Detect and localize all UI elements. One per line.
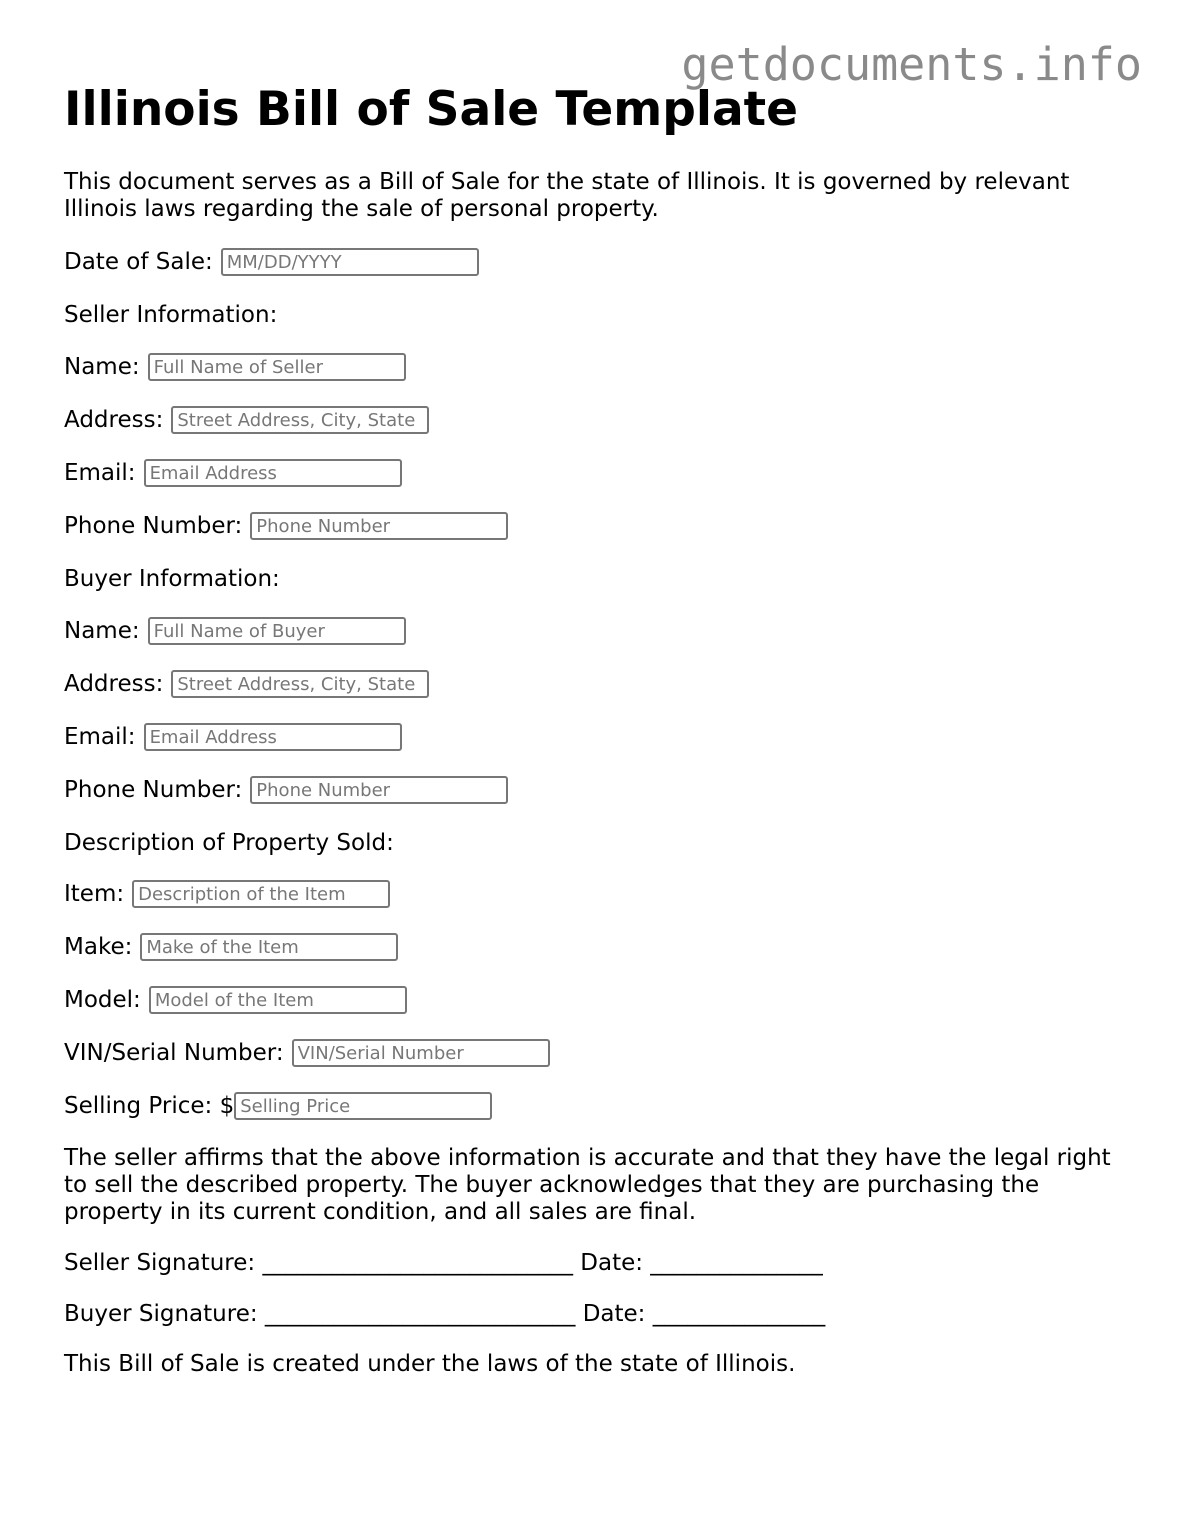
price-row [64,1091,1124,1121]
seller-email-label: Email: [64,460,136,486]
buyer-email-row [64,722,1124,752]
buyer-email-label: Email: [64,724,136,750]
item-row [64,879,1124,909]
affirmation-text: The seller affirms that the above information is accurate and that they have the legal right to sell the described property. The buyer acknowledges that they are purchasing the property in its current condition, and all sales are final. [64,1145,1111,1225]
seller-name-row [64,352,1124,382]
buyer-phone-input[interactable] [250,776,508,804]
model-label: Model: [64,987,141,1013]
seller-phone-label: Phone Number: [64,513,243,539]
item-label: Item: [64,881,125,907]
buyer-phone-label: Phone Number: [64,777,243,803]
buyer-name-row [64,616,1124,646]
make-label: Make: [64,934,133,960]
document-body [64,80,1124,1379]
buyer-name-input[interactable] [148,617,406,645]
seller-email-row [64,458,1124,488]
seller-address-input[interactable] [171,406,429,434]
vin-label: VIN/Serial Number: [64,1040,284,1066]
vin-input[interactable] [292,1039,550,1067]
date-of-sale-label: Date of Sale: [64,249,213,275]
buyer-signature-line: Buyer Signature: ___________________________ Date: _______________ [64,1301,826,1327]
seller-address-label: Address: [64,407,164,433]
buyer-address-input[interactable] [171,670,429,698]
model-row [64,985,1124,1015]
buyer-address-label: Address: [64,671,164,697]
make-row [64,932,1124,962]
seller-signature-line: Seller Signature: ___________________________ Date: _______________ [64,1250,823,1276]
vin-row [64,1038,1124,1068]
buyer-phone-row [64,775,1124,805]
date-of-sale-input[interactable] [221,248,479,276]
watermark: getdocuments.info [681,38,1142,91]
buyer-name-label: Name: [64,618,140,644]
price-label: Selling Price: $ [64,1093,235,1119]
buyer-heading: Buyer Information: [64,566,280,592]
model-input[interactable] [149,986,407,1014]
make-input[interactable] [140,933,398,961]
seller-phone-input[interactable] [250,512,508,540]
seller-email-input[interactable] [144,459,402,487]
seller-name-label: Name: [64,354,140,380]
buyer-address-row [64,669,1124,699]
page-title: Illinois Bill of Sale Template [64,82,799,137]
property-heading: Description of Property Sold: [64,830,394,856]
seller-phone-row [64,511,1124,541]
price-input[interactable] [234,1092,492,1120]
buyer-email-input[interactable] [144,723,402,751]
seller-name-input[interactable] [148,353,406,381]
item-input[interactable] [132,880,390,908]
date-of-sale-row [64,247,1124,277]
seller-heading: Seller Information: [64,302,278,328]
footer-text: This Bill of Sale is created under the laws of the state of Illinois. [64,1351,796,1377]
seller-address-row [64,405,1124,435]
intro-text: This document serves as a Bill of Sale for the state of Illinois. It is governed by relevant Illinois laws regarding the sale of personal property. [64,169,1070,222]
